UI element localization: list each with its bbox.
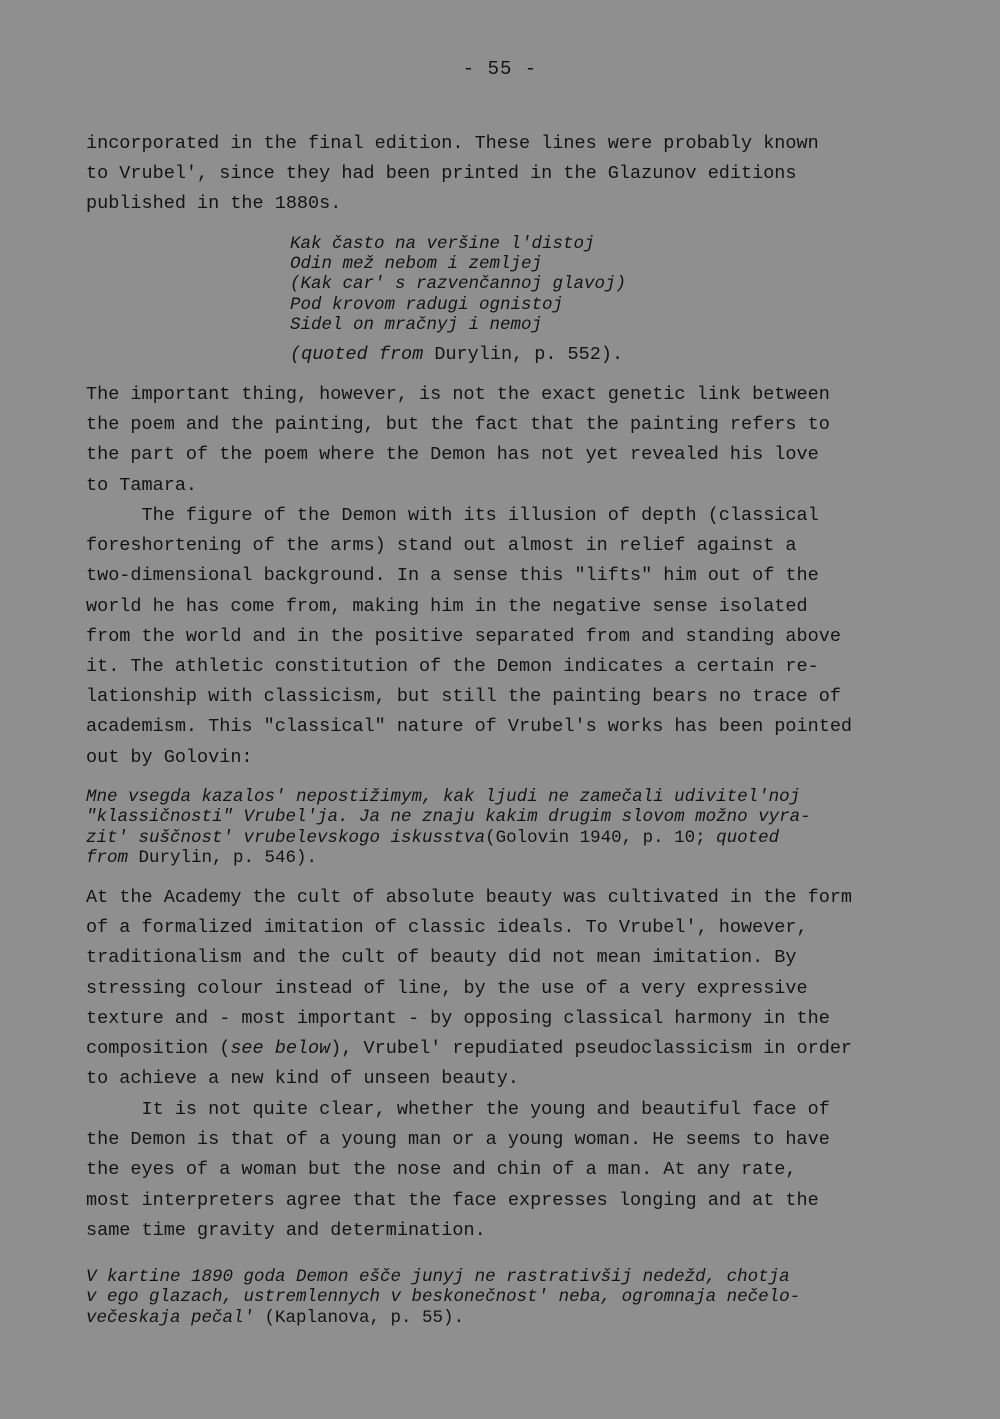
golovin-citation: (Golovin 1940, p. 10;	[485, 827, 717, 848]
paragraph-1: incorporated in the final edition. These lines were probably known to Vrubel', since they had been printed in the Glazunov editions published in the 1880s.	[86, 133, 819, 215]
paragraph-2: The important thing, however, is not the exact genetic link between the poem and the painting, but the fact that the painting refers to the part of the poem where the Demon has not yet revealed his love to Tamara.	[86, 384, 830, 496]
paragraph-4-see-below: see below	[230, 1038, 331, 1060]
verse-quotation: Kak často na veršine l'distoj Odin mež nebom i zemljej (Kak car' s razvenčannoj glavoj) Pod krovom radugi ognistoj Sidel on mračnyj i nemoj	[290, 234, 627, 335]
verse-source	[290, 344, 623, 366]
golovin-quoted-from: quoted from	[86, 827, 780, 868]
verse-source-rest: Durylin, p. 552).	[423, 344, 624, 365]
verse-source-quoted-from: (quoted from	[290, 344, 424, 365]
kaplanova-quotation	[86, 1267, 926, 1328]
page-number: - 55 -	[462, 58, 538, 80]
paragraph-4-after: ), Vrubel' repudiated pseudoclassicism in order to achieve a new kind of unseen beauty.	[86, 1038, 853, 1090]
golovin-quotation	[86, 787, 926, 868]
golovin-quotation-text: Mne vsegda kazalos' nepostižimym, kak ljudi ne zamečali udivitel'noj "klassičnosti" Vrubel'ja. Ja ne znaju kakim drugim slovom možno vyra- zit' suščnost' vrubelevskogo iskusstva	[86, 787, 811, 848]
paragraph-4	[86, 883, 926, 1094]
kaplanova-quotation-text: V kartine 1890 goda Demon ešče junyj ne rastrativšij nedežd, chotja v ego glazach, ustremlennych v beskonečnost' neba, ogromnaja nečelo- večeskaja pečal'	[86, 1267, 801, 1328]
paragraph-3: The figure of the Demon with its illusion of depth (classical foreshortening of the arms) stand out almost in relief against a two-dimensional background. In a sense this "lifts" him out of the world he has come from, making him in the negative sense isolated from the world and in the positive separated from and standing above it. The athletic constitution of the Demon indicates a certain re- lationship with classicism, but still the painting bears no trace of academism. This "classical" nature of Vrubel's works has been pointed out by Golovin:	[86, 505, 853, 768]
paragraph-5: It is not quite clear, whether the young and beautiful face of the Demon is that of a young man or a young woman. He seems to have the eyes of a woman but the nose and chin of a man. At any rate, most interpreters agree that the face expresses longing and at the same time gravity and determination.	[86, 1099, 830, 1241]
paragraph-4-before: At the Academy the cult of absolute beauty was cultivated in the form of a formalized imitation of classic ideals. To Vrubel', however, traditionalism and the cult of beauty did not mean imitation. By stressing colour instead of line, by the use of a very expressive texture and - most important - by opposing classical harmony in the composition (	[86, 887, 853, 1060]
golovin-citation-rest: Durylin, p. 546).	[128, 847, 318, 868]
kaplanova-citation: (Kaplanova, p. 55).	[254, 1307, 465, 1328]
